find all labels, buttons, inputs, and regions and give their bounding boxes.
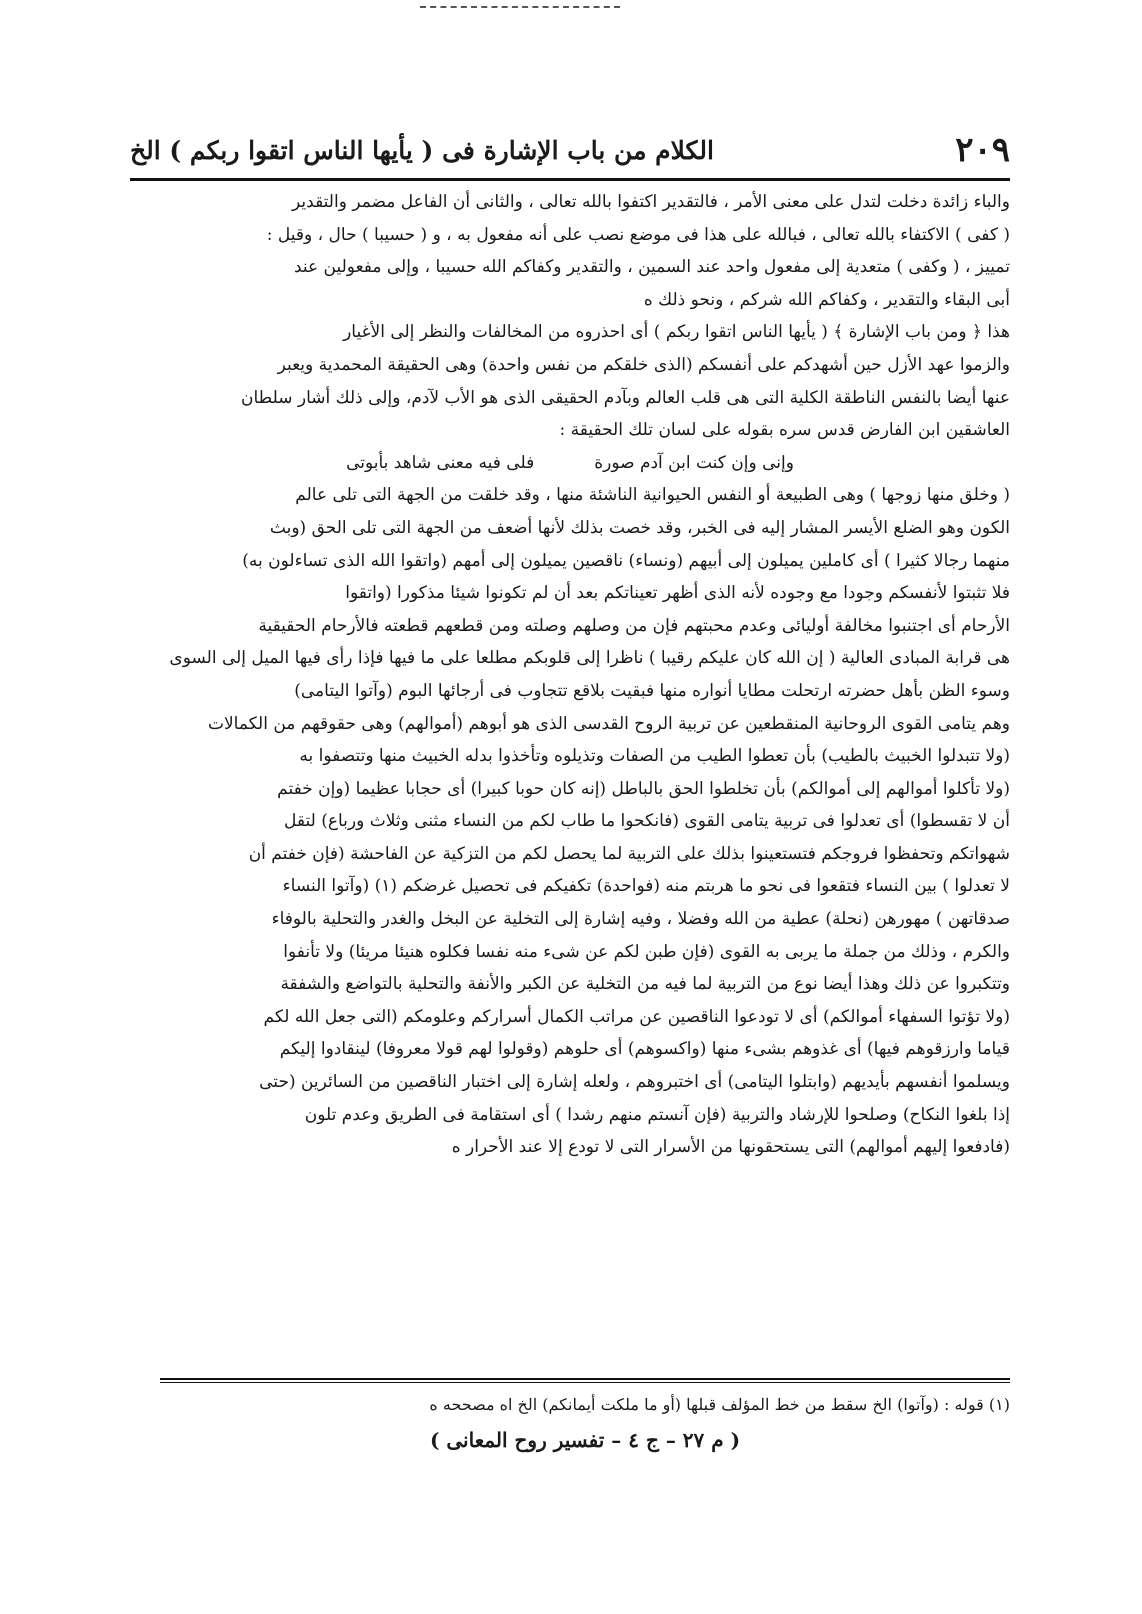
text-line: أبى البقاء والتقدير ، وكفاكم الله شركم ، ونحو ذلك ه: [643, 289, 1010, 310]
text-line: ويسلموا أنفسهم بأيديهم (وابتلوا اليتامى) أى اختبروهم ، ولعله إشارة إلى اختبار الناقصين من السائرين (حتى: [259, 1072, 1010, 1093]
text-line: أن لا تقسطوا) أى تعدلوا فى تربية يتامى القوى (فانكحوا ما طاب لكم من النساء مثنى وثلاث ورباع) لتقل: [284, 811, 1010, 832]
text-line: ( كفى ) الاكتفاء بالله تعالى ، فبالله على هذا فى موضع نصب على أنه مفعول به ، و ( حسيبا ) حال ، وقيل :: [266, 224, 1010, 245]
text-line: والزموا عهد الأزل حين أشهدكم على أنفسكم (الذى خلقكم من نفس واحدة) وهى الحقيقة المحمدية ويعبر: [277, 354, 1010, 375]
text-line: الكون وهو الضلع الأيسر المشار إليه فى الخبر، وقد خصت بذلك لأنها أضعف من الجهة التى تلى الحق (وبث: [269, 517, 1010, 538]
top-dashed-line: [420, 6, 620, 8]
text-line: (ولا تتبدلوا الخبيث بالطيب) بأن تعطوا الطيب من الصفات وتذيلوه وتأخذوا بدله الخبيث منها وتتصفوا به: [299, 746, 1010, 767]
text-line: هى قرابة المبادى العالية ( إن الله كان عليكم رقيبا ) ناظرا إلى قلوبكم مطلعا على ما فيها فإذا رأى فيها الميل إلى السوى: [169, 648, 1010, 669]
text-line: لا تعدلوا ) بين النساء فتقعوا فى نحو ما هربتم منه (فواحدة) تكفيكم فى تحصيل غرضكم (١) (وآتوا النساء: [282, 876, 1010, 897]
text-line: شهواتكم وتحفظوا فروجكم فتستعينوا بذلك على التربية لما يحصل لكم من التزكية عن الفاحشة (فإن خفتم أن: [248, 843, 1010, 864]
header-title: الكلام من باب الإشارة فى ( يأيها الناس اتقوا ربكم ) الخ: [130, 135, 714, 165]
text-line: (ولا تؤتوا السفهاء أموالكم) أى لا تودعوا الناقصين عن مراتب الكمال أسراركم وعلومكم (التى جعل الله لكم: [263, 1006, 1010, 1027]
main-text: [130, 186, 1010, 1164]
poetry-verse: [130, 447, 1010, 480]
text-line: والكرم ، وذلك من جملة ما يربى به القوى (فإن طبن لكم عن شىء منه نفسا فكلوه هنيئا مريئا) ولا تأنفوا: [283, 941, 1010, 962]
footnote: (١) قوله : (وآتوا) الخ سقط من خط المؤلف قبلها (أو ما ملكت أيمانكم) الخ اه مصححه ه: [429, 1395, 1010, 1414]
text-line: ( وخلق منها زوجها ) وهى الطبيعة أو النفس الحيوانية الناشئة منها ، وقد خلقت من الجهة التى تلى عالم: [295, 485, 1010, 506]
text-line: عنها أيضا بالنفس الناطقة الكلية التى هى قلب العالم وبآدم الحقيقى الذى هو الأب لآدم، وإلى ذلك أشار سلطان: [241, 387, 1010, 408]
text-line: فلا تثبتوا لأنفسكم وجودا مع وجوده لأنه الذى أظهر تعيناتكم بعد أن لم تكونوا شيئا مذكورا (واتقوا: [345, 583, 1010, 604]
text-line: منهما رجالا كثيرا ) أى كاملين يميلون إلى أبيهم (ونساء) ناقصين يميلون إلى أمهم (واتقوا الله الذى تساءلون به): [242, 550, 1010, 571]
footnote-rule-thin: [160, 1382, 1010, 1383]
running-header: [130, 124, 1010, 176]
text-line: وهم يتامى القوى الروحانية المنقطعين عن تربية الروح القدسى الذى هو أبوهم (أموالهم) وهى حقوقهم من الكمالات: [207, 713, 1010, 734]
text-line: وسوء الظن بأهل حضرته ارتحلت مطايا أنواره منها فبقيت بلاقع تتجاوب فى أرجائها البوم (وآتوا اليتامى): [294, 680, 1010, 701]
header-rule: [130, 178, 1010, 181]
text-line: قياما وارزقوهم فيها) أى غذوهم بشىء منها (واكسوهم) أى حلوهم (وقولوا لهم قولا معروفا) لينقادوا إليكم: [279, 1039, 1010, 1060]
printer-signature: ( م ٢٧ – ج ٤ – تفسير روح المعانى ): [429, 1428, 741, 1452]
page-number: ٢٠٩: [955, 130, 1010, 170]
verse-hemistich-2: فلى فيه معنى شاهد بأبوتى: [346, 452, 535, 473]
text-line: تمييز ، ( وكفى ) متعدية إلى مفعول واحد عند السمين ، والتقدير وكفاكم الله حسيبا ، وإلى مفعولين عند: [293, 257, 1010, 278]
text-line: صدقاتهن ) مهورهن (نحلة) عطية من الله وفضلا ، وفيه إشارة إلى التخلية عن البخل والغدر والتحلية بالوفاء: [271, 909, 1010, 930]
text-line: إذا بلغوا النكاح) وصلحوا للإرشاد والتربية (فإن آنستم منهم رشدا ) أى استقامة فى الطريق وعدم تلون: [304, 1104, 1010, 1125]
verse-hemistich-1: وإنى وإن كنت ابن آدم صورة: [594, 452, 794, 473]
text-line: والباء زائدة دخلت لتدل على معنى الأمر ، فالتقدير اكتفوا بالله تعالى ، والثانى أن الفاعل مضمر والتقدير: [292, 192, 1010, 212]
footnote-rule: [160, 1378, 1010, 1380]
text-line: (ولا تأكلوا أموالهم إلى أموالكم) بأن تخلطوا الحق بالباطل (إنه كان حوبا كبيرا) أى حجابا عظيما (وإن خفتم: [277, 778, 1010, 799]
text-line: وتتكبروا عن ذلك وهذا أيضا نوع من التربية لما فيه من التخلية عن الكبر والأنفة والتحلية بالتواضع والشفقة: [280, 974, 1010, 995]
text-line: هذا ﴿ ومن باب الإشارة ﴾ ( يأيها الناس اتقوا ربكم ) أى احذروه من المخالفات والنظر إلى الأغيار: [343, 322, 1010, 343]
text-line: الأرحام أى اجتنبوا مخالفة أوليائى وعدم محبتهم فإن من وصلهم وصلته ومن قطعهم قطعته فالأرحام الحقيقية: [258, 615, 1010, 636]
text-line: العاشقين ابن الفارض قدس سره بقوله على لسان تلك الحقيقة :: [559, 420, 1010, 441]
text-line: (فادفعوا إليهم أموالهم) التى يستحقونها من الأسرار التى لا تودع إلا عند الأحرار ه: [451, 1137, 1010, 1158]
